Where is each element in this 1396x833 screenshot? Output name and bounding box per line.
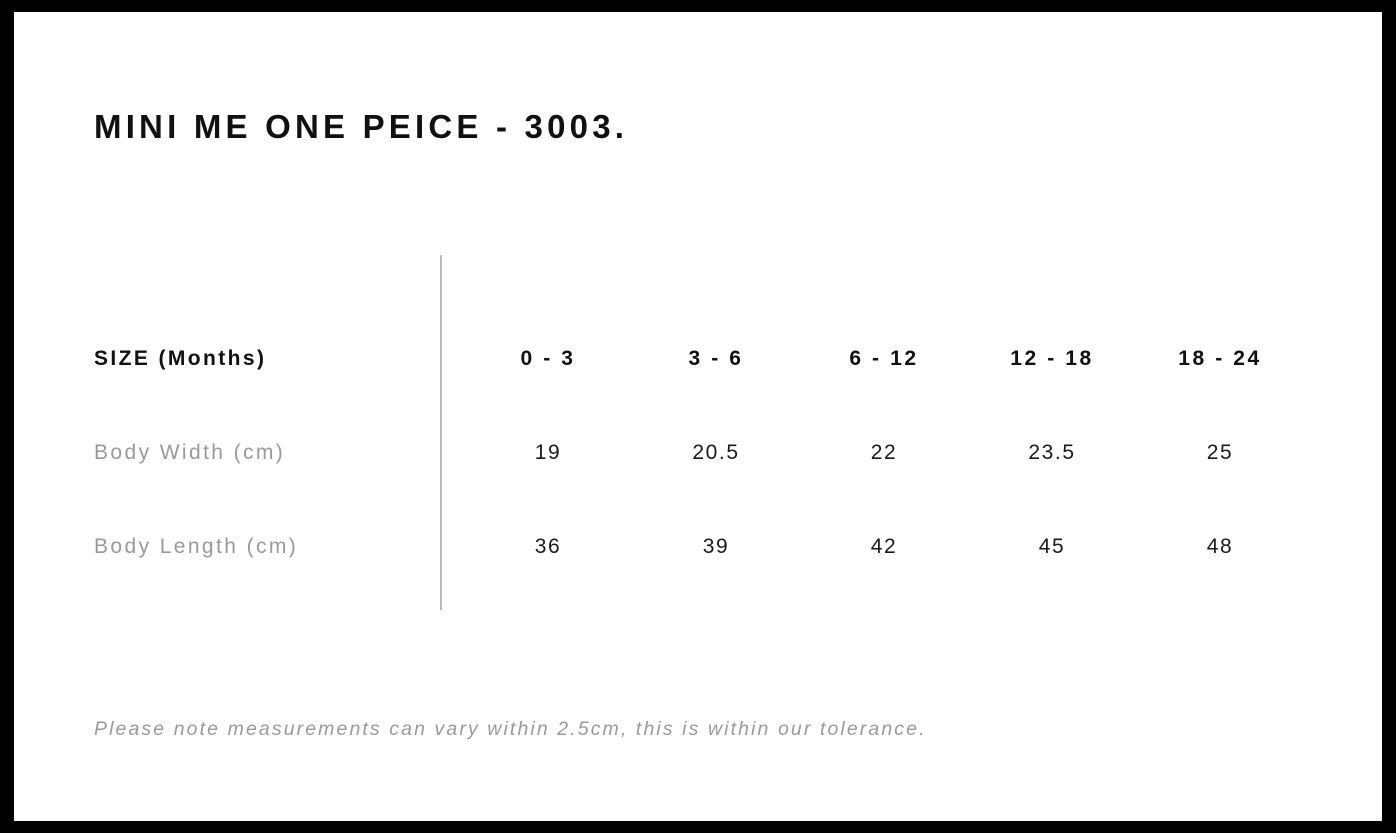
size-chart-page xyxy=(14,12,1382,821)
column-header-2: 6 - 12 xyxy=(849,347,919,370)
tolerance-note: Please note measurements can vary within 2.5cm, this is within our tolerance. xyxy=(94,718,927,740)
cell-body-length-1: 39 xyxy=(702,535,730,558)
cell-body-length-2: 42 xyxy=(870,535,898,558)
cell-body-width-1: 20.5 xyxy=(692,441,740,464)
column-header-0: 0 - 3 xyxy=(520,347,576,370)
cell-body-width-4: 25 xyxy=(1206,441,1234,464)
column-header-3: 12 - 18 xyxy=(1010,347,1094,370)
cell-body-length-3: 45 xyxy=(1038,535,1066,558)
header-size-label: SIZE (Months) xyxy=(94,347,267,370)
cell-body-length-0: 36 xyxy=(534,535,562,558)
size-chart-table xyxy=(94,312,1304,594)
column-header-1: 3 - 6 xyxy=(688,347,744,370)
column-header-4: 18 - 24 xyxy=(1178,347,1262,370)
cell-body-length-4: 48 xyxy=(1206,535,1234,558)
cell-body-width-2: 22 xyxy=(870,441,898,464)
table-row xyxy=(94,500,1304,594)
row-label-body-width: Body Width (cm) xyxy=(94,441,286,464)
row-label-body-length: Body Length (cm) xyxy=(94,535,299,558)
cell-body-width-3: 23.5 xyxy=(1028,441,1076,464)
page-title: MINI ME ONE PEICE - 3003. xyxy=(94,108,629,145)
table-header-row xyxy=(94,312,1304,406)
cell-body-width-0: 19 xyxy=(534,441,562,464)
table-row xyxy=(94,406,1304,500)
